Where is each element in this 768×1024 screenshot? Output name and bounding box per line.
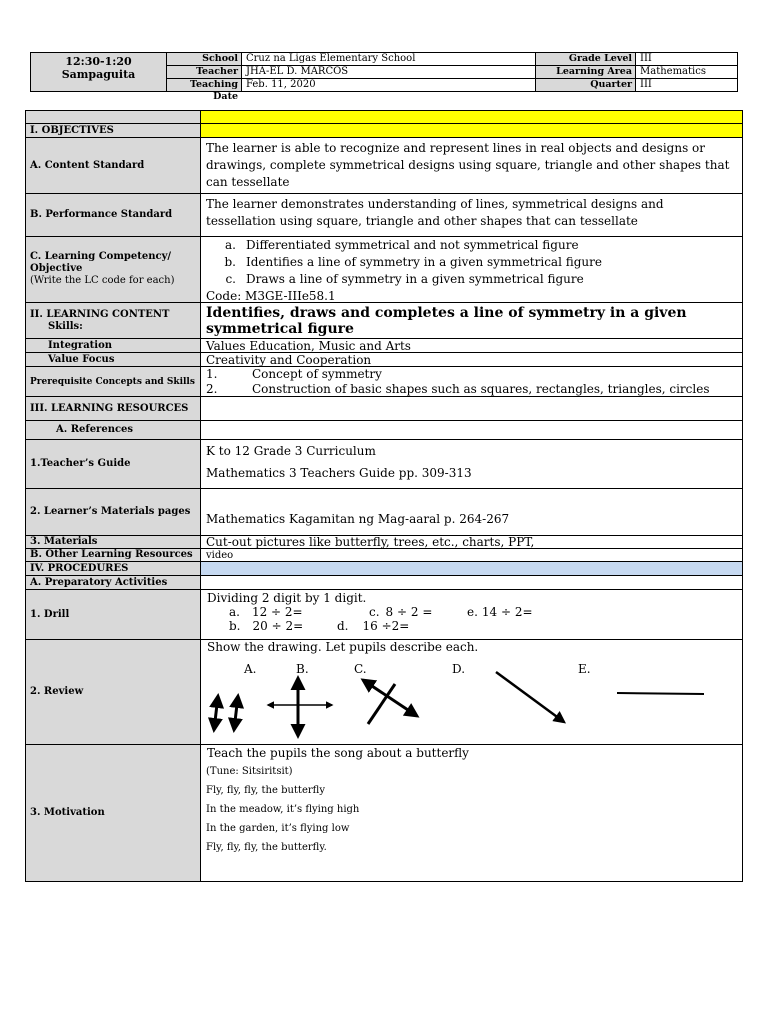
teacher-label: Teacher xyxy=(166,65,242,79)
objectives-heading-value xyxy=(200,123,743,138)
review-text: Show the drawing. Let pupils describe each. xyxy=(207,640,479,654)
line-segment-e xyxy=(617,693,704,694)
integration-text: Values Education, Music and Arts xyxy=(200,338,743,353)
area-label: Learning Area xyxy=(535,65,636,79)
value-focus-text: Creativity and Cooperation xyxy=(200,352,743,367)
header-time: 12:30-1:20 xyxy=(65,55,132,68)
song-line: (Tune: Sitsiritsit) xyxy=(206,766,293,777)
grade-label: Grade Level xyxy=(535,52,636,66)
prereq-text: Construction of basic shapes such as squares, rectangles, triangles, circles xyxy=(252,382,710,396)
skills-label: Skills: xyxy=(48,321,83,332)
content-heading-cell xyxy=(25,302,201,339)
perpendicular-lines-b xyxy=(268,678,332,736)
drill-marker-a: a. xyxy=(229,605,240,619)
competency-note: (Write the LC code for each) xyxy=(30,275,175,286)
competency-item xyxy=(206,254,737,271)
parallel-lines-a xyxy=(214,696,238,730)
competency-label-cell xyxy=(25,236,201,303)
competency-cell xyxy=(200,236,743,303)
school-value: Cruz na Ligas Elementary School xyxy=(241,52,536,66)
motivation-label: 3. Motivation xyxy=(25,744,201,882)
competency-label: C. Learning Competency/ Objective xyxy=(30,251,172,274)
teachers-guide-line-2: Mathematics 3 Teachers Guide pp. 309-313 xyxy=(206,466,472,480)
review-letter-e: E. xyxy=(578,662,591,676)
ray-d xyxy=(496,672,564,722)
references-value xyxy=(200,420,743,440)
competency-marker: b. xyxy=(224,255,236,269)
drill-text-e: 14 ÷ 2= xyxy=(481,605,533,619)
competency-item xyxy=(206,271,737,288)
intersecting-lines-c xyxy=(363,680,417,724)
learners-label: 2. Learner’s Materials pages xyxy=(25,488,201,536)
quarter-value: III xyxy=(635,78,738,92)
prereq-list xyxy=(206,367,737,397)
prereq-label: Prerequisite Concepts and Skills xyxy=(25,366,201,397)
integration-label: Integration xyxy=(25,338,201,353)
procedures-heading: IV. PROCEDURES xyxy=(25,561,201,576)
competency-marker: c. xyxy=(225,272,236,286)
value-focus-label: Value Focus xyxy=(25,352,201,367)
drill-marker-e: e. xyxy=(467,605,478,619)
other-resources-label: B. Other Learning Resources xyxy=(25,548,201,562)
drill-text-b: 20 ÷ 2= xyxy=(252,619,304,633)
drill-text-a: 12 ÷ 2= xyxy=(251,605,303,619)
competency-text: Draws a line of symmetry in a given symmetrical figure xyxy=(246,272,584,286)
date-label: Teaching Date xyxy=(166,78,242,92)
song-lines xyxy=(201,762,742,857)
materials-text: Cut-out pictures like butterfly, trees, etc., charts, PPT, xyxy=(200,535,743,549)
date-value: Feb. 11, 2020 xyxy=(241,78,536,92)
song-line: In the meadow, it’s flying high xyxy=(206,804,360,815)
drill-text-d: 16 ÷2= xyxy=(362,619,410,633)
song-line: Fly, fly, fly, the butterfly xyxy=(206,785,325,796)
teachers-guide-line-1: K to 12 Grade 3 Curriculum xyxy=(206,444,376,458)
drill-title: Dividing 2 digit by 1 digit. xyxy=(207,591,367,605)
review-letter-d: D. xyxy=(452,662,466,676)
materials-label: 3. Materials xyxy=(25,535,201,549)
drill-marker-b: b. xyxy=(229,619,241,633)
drill-marker-d: d. xyxy=(337,619,349,633)
review-letter-a: A. xyxy=(244,662,257,676)
song-line: Fly, fly, fly, the butterfly. xyxy=(206,842,327,853)
references-label: A. References xyxy=(25,420,201,440)
objectives-heading: I. OBJECTIVES xyxy=(25,123,201,138)
prereq-item xyxy=(206,367,737,382)
drill-marker-c: c. xyxy=(369,605,380,619)
area-value: Mathematics xyxy=(635,65,738,79)
review-letter-c: C. xyxy=(354,662,367,676)
competency-item xyxy=(206,237,737,254)
skills-text: Identifies, draws and completes a line of symmetry in a given symmetrical figure xyxy=(200,302,743,339)
motivation-intro: Teach the pupils the song about a butterfly xyxy=(207,746,469,760)
competency-list xyxy=(206,237,737,288)
drill-cell xyxy=(200,589,743,640)
drill-item-c xyxy=(369,605,432,619)
competency-text: Identifies a line of symmetry in a given symmetrical figure xyxy=(246,255,602,269)
motivation-cell xyxy=(200,744,743,882)
prereq-item xyxy=(206,382,737,397)
learners-text: Mathematics Kagamitan ng Mag-aaral p. 264-267 xyxy=(200,488,743,536)
content-heading: II. LEARNING CONTENT xyxy=(30,309,170,320)
school-label: School xyxy=(166,52,242,66)
prereq-text: Concept of symmetry xyxy=(252,367,382,381)
prereq-cell xyxy=(200,366,743,397)
performance-standard-text: The learner demonstrates understanding of lines, symmetrical designs and tessellation using square, triangle and other shapes that can tessellate xyxy=(200,193,743,237)
teacher-value: JHA-EL D. MARCOS xyxy=(241,65,536,79)
blank-top-value xyxy=(200,110,743,124)
procedures-heading-value xyxy=(200,561,743,576)
performance-standard-label: B. Performance Standard xyxy=(25,193,201,237)
prereq-marker: 1. xyxy=(206,367,218,381)
preparatory-label: A. Preparatory Activities xyxy=(25,575,201,590)
drill-item-d xyxy=(337,619,409,633)
resources-heading: III. LEARNING RESOURCES xyxy=(25,396,201,421)
blank-top-label xyxy=(25,110,201,124)
drill-item-e xyxy=(467,605,533,619)
competency-marker: a. xyxy=(225,238,236,252)
competency-text: Differentiated symmetrical and not symmetrical figure xyxy=(246,238,579,252)
drill-item-b xyxy=(229,619,303,633)
quarter-label: Quarter xyxy=(535,78,636,92)
resources-heading-value xyxy=(200,396,743,421)
competency-code: Code: M3GE-IIIe58.1 xyxy=(206,289,336,303)
review-cell xyxy=(200,639,743,745)
song-line: In the garden, it’s flying low xyxy=(206,823,350,834)
drill-item-a xyxy=(229,605,303,619)
drill-label: 1. Drill xyxy=(25,589,201,640)
review-line-drawings xyxy=(201,640,742,744)
content-standard-text: The learner is able to recognize and represent lines in real objects and designs or drawings, complete symmetrical designs using square, triangle and other shapes that can tessellate xyxy=(200,137,743,194)
teachers-guide-cell xyxy=(200,439,743,489)
grade-value: III xyxy=(635,52,738,66)
content-standard-label: A. Content Standard xyxy=(25,137,201,194)
review-label: 2. Review xyxy=(25,639,201,745)
review-letter-b: B. xyxy=(296,662,309,676)
header-section: Sampaguita xyxy=(61,68,136,81)
teachers-guide-label: 1.Teacher’s Guide xyxy=(25,439,201,489)
other-resources-text: video xyxy=(200,548,743,562)
prereq-marker: 2. xyxy=(206,382,218,396)
preparatory-value xyxy=(200,575,743,590)
drill-text-c: 8 ÷ 2 = xyxy=(385,605,433,619)
